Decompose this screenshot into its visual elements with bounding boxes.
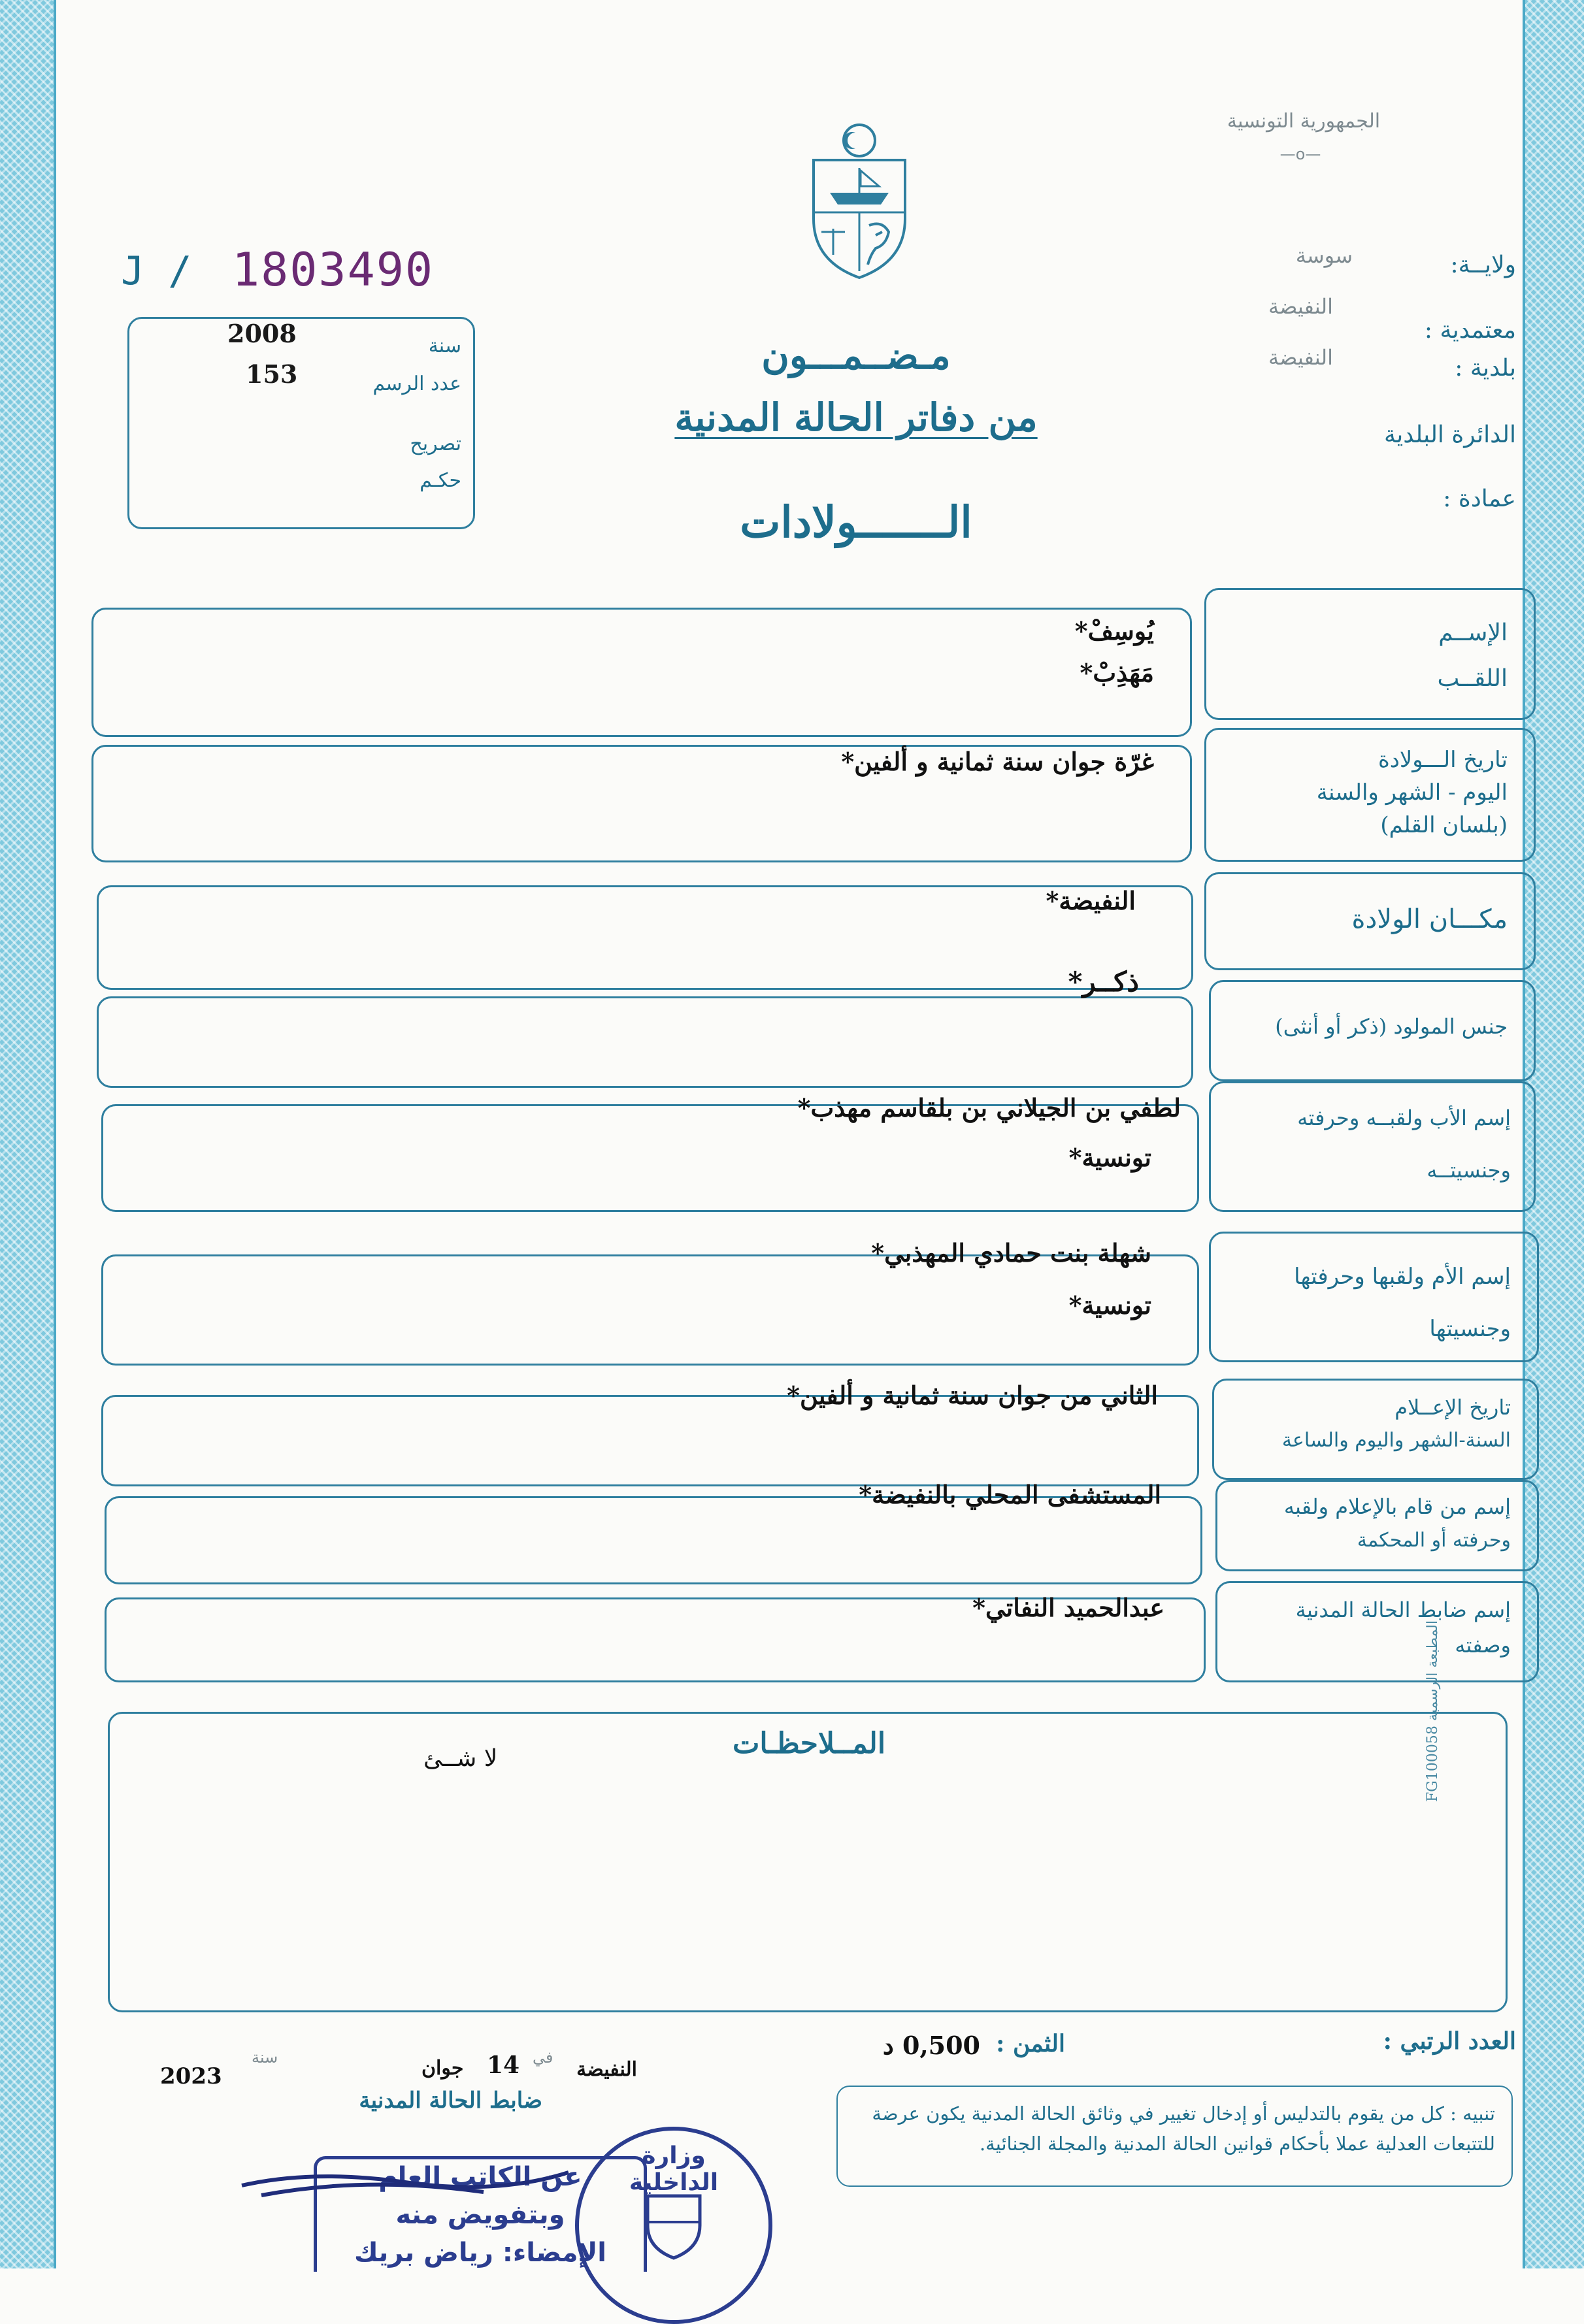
republic-ornament: —o— bbox=[1279, 145, 1321, 163]
issue-day: 14 bbox=[487, 2052, 520, 2079]
governorate-value: سوسة bbox=[1295, 243, 1353, 268]
record-number-value: 153 bbox=[246, 359, 298, 389]
title-extract: مـضــمـــون bbox=[761, 333, 951, 378]
signature-scribble bbox=[235, 2156, 575, 2208]
title-civil-registers: من دفاتر الحالة المدنية bbox=[674, 395, 1038, 440]
declaration-date-label-box bbox=[1212, 1379, 1539, 1480]
father-nationality-value: تونسية* bbox=[1068, 1143, 1151, 1172]
mother-label: إسم الأم ولقبها وحرفتها bbox=[1294, 1264, 1511, 1290]
name-value-box bbox=[91, 608, 1192, 737]
remarks-box bbox=[108, 1712, 1508, 2012]
declarant-label: إسم من قام بالإعلام ولقبه bbox=[1283, 1494, 1511, 1519]
officer-value-box bbox=[105, 1593, 1206, 1682]
surname-value: مَهَذِبْ* bbox=[1080, 658, 1154, 687]
guilloche-border-left bbox=[0, 0, 56, 2268]
price-value: 0,500 د bbox=[882, 2031, 980, 2060]
issue-month: جوان bbox=[421, 2057, 464, 2080]
name-label-box bbox=[1204, 588, 1536, 720]
officer-value: عبدالحميد النفاتي* bbox=[972, 1593, 1164, 1622]
father-label: إسم الأب ولقبــه وحرفته bbox=[1297, 1105, 1511, 1130]
issue-year-label: سنة bbox=[252, 2048, 278, 2067]
civil-officer-title: ضابط الحالة المدنية bbox=[359, 2087, 542, 2114]
mother-value-box bbox=[101, 1238, 1199, 1366]
birth-place-value: النفيضة* bbox=[1046, 886, 1136, 915]
father-label-box bbox=[1209, 1081, 1536, 1212]
record-box bbox=[127, 317, 475, 529]
declaration-date-value: الثاني من جوان سنة ثمانية و ألفين* bbox=[787, 1381, 1158, 1410]
sex-label: جنس المولود (ذكر أو أنثى) bbox=[1275, 1014, 1508, 1039]
delegation-label: معتمدية : bbox=[1424, 317, 1516, 344]
warning-text: تنبيه : كل من يقوم بالتدليس أو إدخال تغيير في وثائق الحالة المدنية يكون عرضة للتتبعات العدلية عملا بأحكام قوانين الحالة المدنية والمجلة الجنائية. bbox=[872, 2103, 1495, 2155]
imada-label: عمادة : bbox=[1443, 485, 1516, 512]
title-births: الـــــــولادات bbox=[740, 497, 972, 548]
stamp-line2: وبتفويض منه bbox=[395, 2200, 565, 2230]
officer-label-box bbox=[1215, 1581, 1539, 1682]
issue-year: 2023 bbox=[160, 2063, 222, 2089]
surname-label: اللقــب bbox=[1437, 665, 1508, 692]
stamp-line1: عن الكاتب العام bbox=[378, 2162, 582, 2192]
sex-value: ذكــر* bbox=[1068, 966, 1139, 998]
declaration-date-sublabel: السنة-الشهر واليوم والساعة bbox=[1281, 1429, 1511, 1452]
birth-date-value-box bbox=[91, 745, 1192, 862]
first-name-value: يُوسِفْ* bbox=[1074, 616, 1154, 646]
remarks-value: لا شــئ bbox=[423, 1745, 498, 1772]
birth-place-label-box bbox=[1204, 872, 1536, 970]
municipality-value: النفيضة bbox=[1268, 345, 1333, 370]
declarant-value-box bbox=[105, 1480, 1202, 1584]
record-number-label: عدد الرسم bbox=[372, 372, 461, 395]
stamp-line3: الإمضاء: رياض بريك bbox=[354, 2238, 607, 2268]
delegation-value: النفيضة bbox=[1268, 294, 1333, 319]
officer-sublabel: وصفته bbox=[1455, 1633, 1511, 1658]
republic-label: الجمهورية التونسية bbox=[1227, 110, 1381, 133]
declarant-value: المستشفى المحلي بالنفيضة* bbox=[859, 1480, 1161, 1509]
first-name-label: الإســم bbox=[1438, 619, 1508, 646]
mother-label-box bbox=[1209, 1232, 1539, 1362]
municipality-label: بلدية : bbox=[1455, 355, 1516, 382]
round-stamp-text: وزارة الداخلية bbox=[629, 2142, 719, 2196]
record-year-label: سنة bbox=[428, 335, 461, 357]
remarks-title: المــلاحظـات bbox=[732, 1727, 886, 1760]
stamp-emblem-icon bbox=[641, 2183, 706, 2261]
birth-date-sublabel: اليوم - الشهر والسنة bbox=[1316, 779, 1508, 806]
mother-nationality-value: تونسية* bbox=[1068, 1290, 1151, 1320]
tunisia-coat-of-arms-icon bbox=[800, 121, 918, 281]
birth-place-value-box bbox=[97, 885, 1193, 990]
sex-value-box bbox=[97, 966, 1193, 1088]
mother-nationality-label: وجنسيتها bbox=[1429, 1316, 1511, 1342]
father-value-box bbox=[101, 1093, 1199, 1212]
record-declaration-label: تصريح bbox=[410, 433, 461, 455]
round-official-stamp bbox=[575, 2127, 772, 2324]
birth-date-label: تاريخ الـــولادة bbox=[1378, 747, 1508, 773]
serial-order-label: العدد الرتبي : bbox=[1383, 2027, 1516, 2055]
printer-code: المطبعة الرسمية FG100058 bbox=[1425, 1620, 1441, 1802]
father-name-value: لطفي بن الجيلاني بن بلقاسم مهذب* bbox=[797, 1093, 1181, 1122]
issue-place: النفيضة bbox=[576, 2058, 637, 2081]
warning-box bbox=[836, 2086, 1513, 2187]
sex-label-box bbox=[1209, 980, 1536, 1081]
father-nationality-label: وجنسيتــه bbox=[1427, 1158, 1511, 1183]
governorate-label: ولايــة: bbox=[1450, 252, 1516, 278]
municipal-district-label: الدائرة البلدية bbox=[1383, 421, 1516, 448]
declaration-date-label: تاريخ الإعــلام bbox=[1394, 1395, 1511, 1420]
declarant-label-box bbox=[1215, 1480, 1539, 1571]
birth-place-label: مكـــان الولادة bbox=[1351, 904, 1508, 934]
birth-date-value: غرّة جوان سنة ثمانية و ألفين* bbox=[841, 747, 1154, 776]
declarant-sublabel: وحرفته أو المحكمة bbox=[1357, 1529, 1511, 1552]
officer-label: إسم ضابط الحالة المدنية bbox=[1295, 1597, 1511, 1622]
birth-date-in-words-label: (بلسان القلم) bbox=[1380, 812, 1508, 838]
record-judgment-label: حكـم bbox=[420, 469, 461, 492]
issue-in-word: في bbox=[533, 2048, 553, 2067]
mother-name-value: شهلة بنت حمادي المهذبي* bbox=[871, 1238, 1151, 1268]
declaration-date-value-box bbox=[101, 1381, 1199, 1486]
serial-prefix: J / bbox=[121, 248, 192, 294]
serial-number: 1803490 bbox=[232, 243, 435, 297]
record-year-value: 2008 bbox=[227, 319, 297, 348]
birth-date-label-box bbox=[1204, 728, 1536, 862]
price-label: الثمن : bbox=[996, 2030, 1065, 2057]
